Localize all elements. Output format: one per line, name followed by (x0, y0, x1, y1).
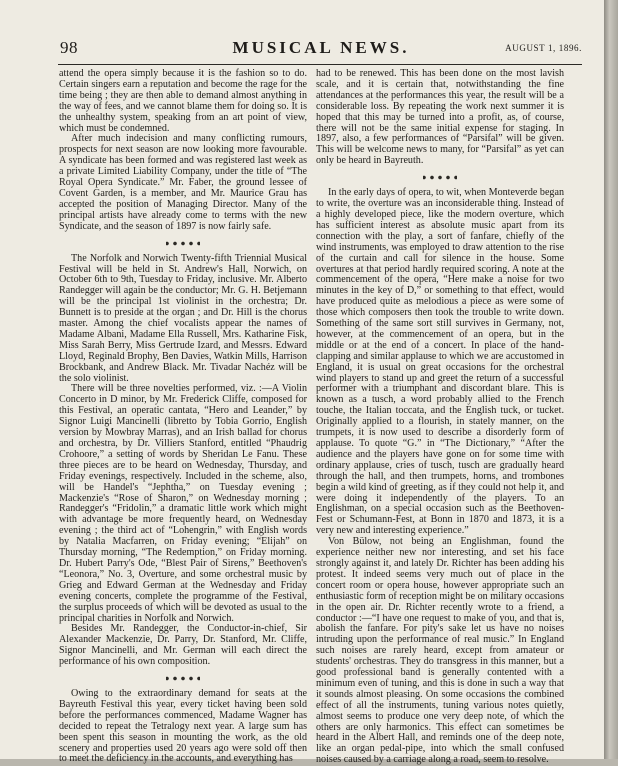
paragraph-opera-fashion: attend the opera simply because it is the fashion so to do. Certain singers earn a reputation and become the rage for the time being ; they are then able to demand almost anything in the way of fees, and we cannot blame them for doing so. It is the unhealthy system, speaking from an art point of view, which must be condemned. (59, 68, 307, 134)
paragraph-norwich-festival: The Norfolk and Norwich Twenty-fifth Triennial Musical Festival will be held in St. Andrew's Hall, Norwich, on October 6th to 9th, Tuesday to Friday, inclusive. Mr. Alberto Randegger will again be the conductor; Mr. G. H. Betjemann will be the principal 1st violinist in the orchestra; Dr. Bunnett is to preside at the organ ; and Dr. Hill is the chorus master. Among the chief vocalists appear the names of Madame Albani, Madame Ella Russell, Mrs. Katharine Fisk, Miss Sarah Berry, Miss Gertrude Izard, and Messrs. Edward Lloyd, Reginald Brophy, Ben Davies, Watkin Mills, Harrison Brockbank, and Andrew Black. Mr. Tivadar Nachéz will be the solo violinist. (59, 252, 307, 384)
header-rule (58, 64, 582, 65)
left-column (59, 69, 307, 765)
right-column (316, 69, 564, 766)
paragraph-von-bulow-richter: Von Bülow, not being an Englishman, found the experience neither new nor interesting, and set his face strongly against it, and lately Dr. Richter has been adding his protest. It indeed seems very much out of place in the concert room or opera house, however appropriate such an enthusiastic form of reception might be on military occasions in the open air. Dr. Richter recently wrote to a friend, a conductor :—“I have one request to make of you, and that is, abolish the fanfare. For pity's sake let us have no noises intruding upon the performance of real music.” In England such noises are rarely heard, except from amateur or students' orchestras. They do transgress in this manner, but a good professional band is generally contented with a minimum even of tuning, and this is done in such a way that it sounds almost pleasing. On some occasions the combined effect of all the instruments, tuning various notes quietly, almost seems to produce one very deep note, of which the others are only harmonics. This effect can sometimes be heard in the Albert Hall, and reminds one of the deep note, like an organ pedal-pipe, into which the small confused noises caused by a carriage along a road, seem to resolve. (316, 536, 564, 766)
paragraph-overture-history: In the early days of opera, to wit, when Monteverde began to write, the overture was an inconsiderable thing. Instead of a highly developed piece, like the modern overture, which has sufficient interest as absolute music apart from its connection with the play, a sort of fanfare, chiefly of the wind instruments, was employed to draw attention to the rise of the curtain and call for silence in the house. Some overtures at that period hardly required scoring. A note at the commencement of the opera, “Here make a noise for two minutes in the key of D,” or something to that effect, would have produced quite as melodious a piece as were some of those which composers then took the trouble to write down. Something of the same sort still survives in Germany, not, however, at the commencement of an opera, but in the middle or at the end of a concert. In place of the hand-clapping and similar applause to which we are accustomed in England, it is usual on great occasions for the orchestral wind players to stand up and greet the return of a successful performer with a triumphant and discordant blare. This is known as a tusch, a word probably allied to the French touche, the Italian toccata, and the English tuck, or tucket. Originally applied to a flourish, in stately manner, on the trumpets, it is now used to describe a disorderly form of applause. To quote “G.” in “The Dictionary,” “After the audience and the players have gone on for some time with ordinary applause, cries of tusch, tusch are gradually heard through the hall, and then trumpets, horns, and trombones begin a wild kind of greeting, as if they could not help it, and were doing it independently of the players. To an Englishman, on a special occasion such as the Beethoven-Fest or Schumann-Fest, at Bonn in 1870 and 1873, it is a very new and interesting experience.” (316, 187, 565, 537)
divider-ornament (166, 676, 200, 681)
section-divider (59, 668, 307, 689)
page-number: 98 (60, 38, 78, 57)
paragraph-bayreuth-festival: Owing to the extraordinary demand for seats at the Bayreuth Festival this year, every ticket having been sold before the performances commenced, Madame Wagner has decided to repeat the Tetralogy next year. A large sum has been spent this season in mounting the work, as the old scenery and properties used 20 years ago were sold off then to meet the deficiency in the accounts, and everything has (59, 688, 307, 765)
masthead-title: MUSICAL NEWS. (232, 38, 410, 57)
divider-ornament (423, 175, 457, 180)
paragraph-bayreuth-continued: had to be renewed. This has been done on the most lavish scale, and it is certain that, notwithstanding the fine attendances at the performances this year, the result will be a considerable loss. By repeating the work next summer it is hoped that this may be turned into a profit, as, of course, there will not be the same initial expense for staging. In 1897, also, a few performances of “Parsifal” will be given. This will be welcome news to many, for “Parsifal” as yet can only be heard in Bayreuth. (316, 68, 564, 167)
section-divider (316, 167, 564, 188)
page-header (60, 38, 582, 62)
paragraph-festival-conductors: Besides Mr. Randegger, the Conductor-in-chief, Sir Alexander Mackenzie, Dr. Parry, Dr. Stanford, Mr. Cliffe, Signor Mancinelli, and Mr. German will each direct the performance of his own composition. (59, 623, 307, 668)
paragraph-royal-opera-syndicate: After much indecision and many conflicting rumours, prospects for next season are now looking more favourable. A syndicate has been formed and was registered last week as a private Limited Liability Company, under the title of “The Royal Opera Syndicate.” Mr. Faber, the ground lessee of Covent Garden, is a member, and Mr. Maurice Grau has accepted the position of Managing Director. Many of the principal artists have already come to terms with the new Syndicate, and the season of 1897 is now fairly safe. (59, 133, 307, 232)
issue-date: AUGUST 1, 1896. (505, 43, 582, 53)
page-edge (604, 0, 618, 759)
section-divider (59, 233, 307, 254)
divider-ornament (166, 241, 200, 246)
paragraph-festival-novelties: There will be three novelties performed, viz. :—A Violin Concerto in D minor, by Mr. Frederick Cliffe, composed for this Festival, an operatic cantata, “Hero and Leander,” by Signor Luigi Mancinelli (libretto by Tobia Gorrio, English version by Mowbray Marras), and an Irish ballad for chorus and orchestra, by Dr. Villiers Stanford, entitled “Phaudrig Crohoore,” a setting of words by Sheridan Le Fanu. These three pieces are to be heard on Wednesday, Thursday, and Friday evenings, respectively. Included in the scheme, also, will be Handel's “Jephtha,” on Tuesday evening ; Mackenzie's “Rose of Sharon,” on Wednesday morning ; Randegger's “Fridolin,” a dramatic little work which might with advantage be more frequently heard, on Wednesday evening ; the third act of “Lohengrin,” with English words by Natalia Macfarren, on Friday evening; “Elijah” on Thursday morning, “The Redemption,” on Friday morning. Dr. Hubert Parry's Ode, “Blest Pair of Sirens,” Beethoven's “Leonora,” No. 3, Overture, and some orchestral music by Grieg and Edward German at the Wednesday and Friday evening concerts, complete the programme of the Festival, the surplus proceeds of which will be devoted as usual to the principal charities in Norfolk and Norwich. (59, 383, 307, 624)
